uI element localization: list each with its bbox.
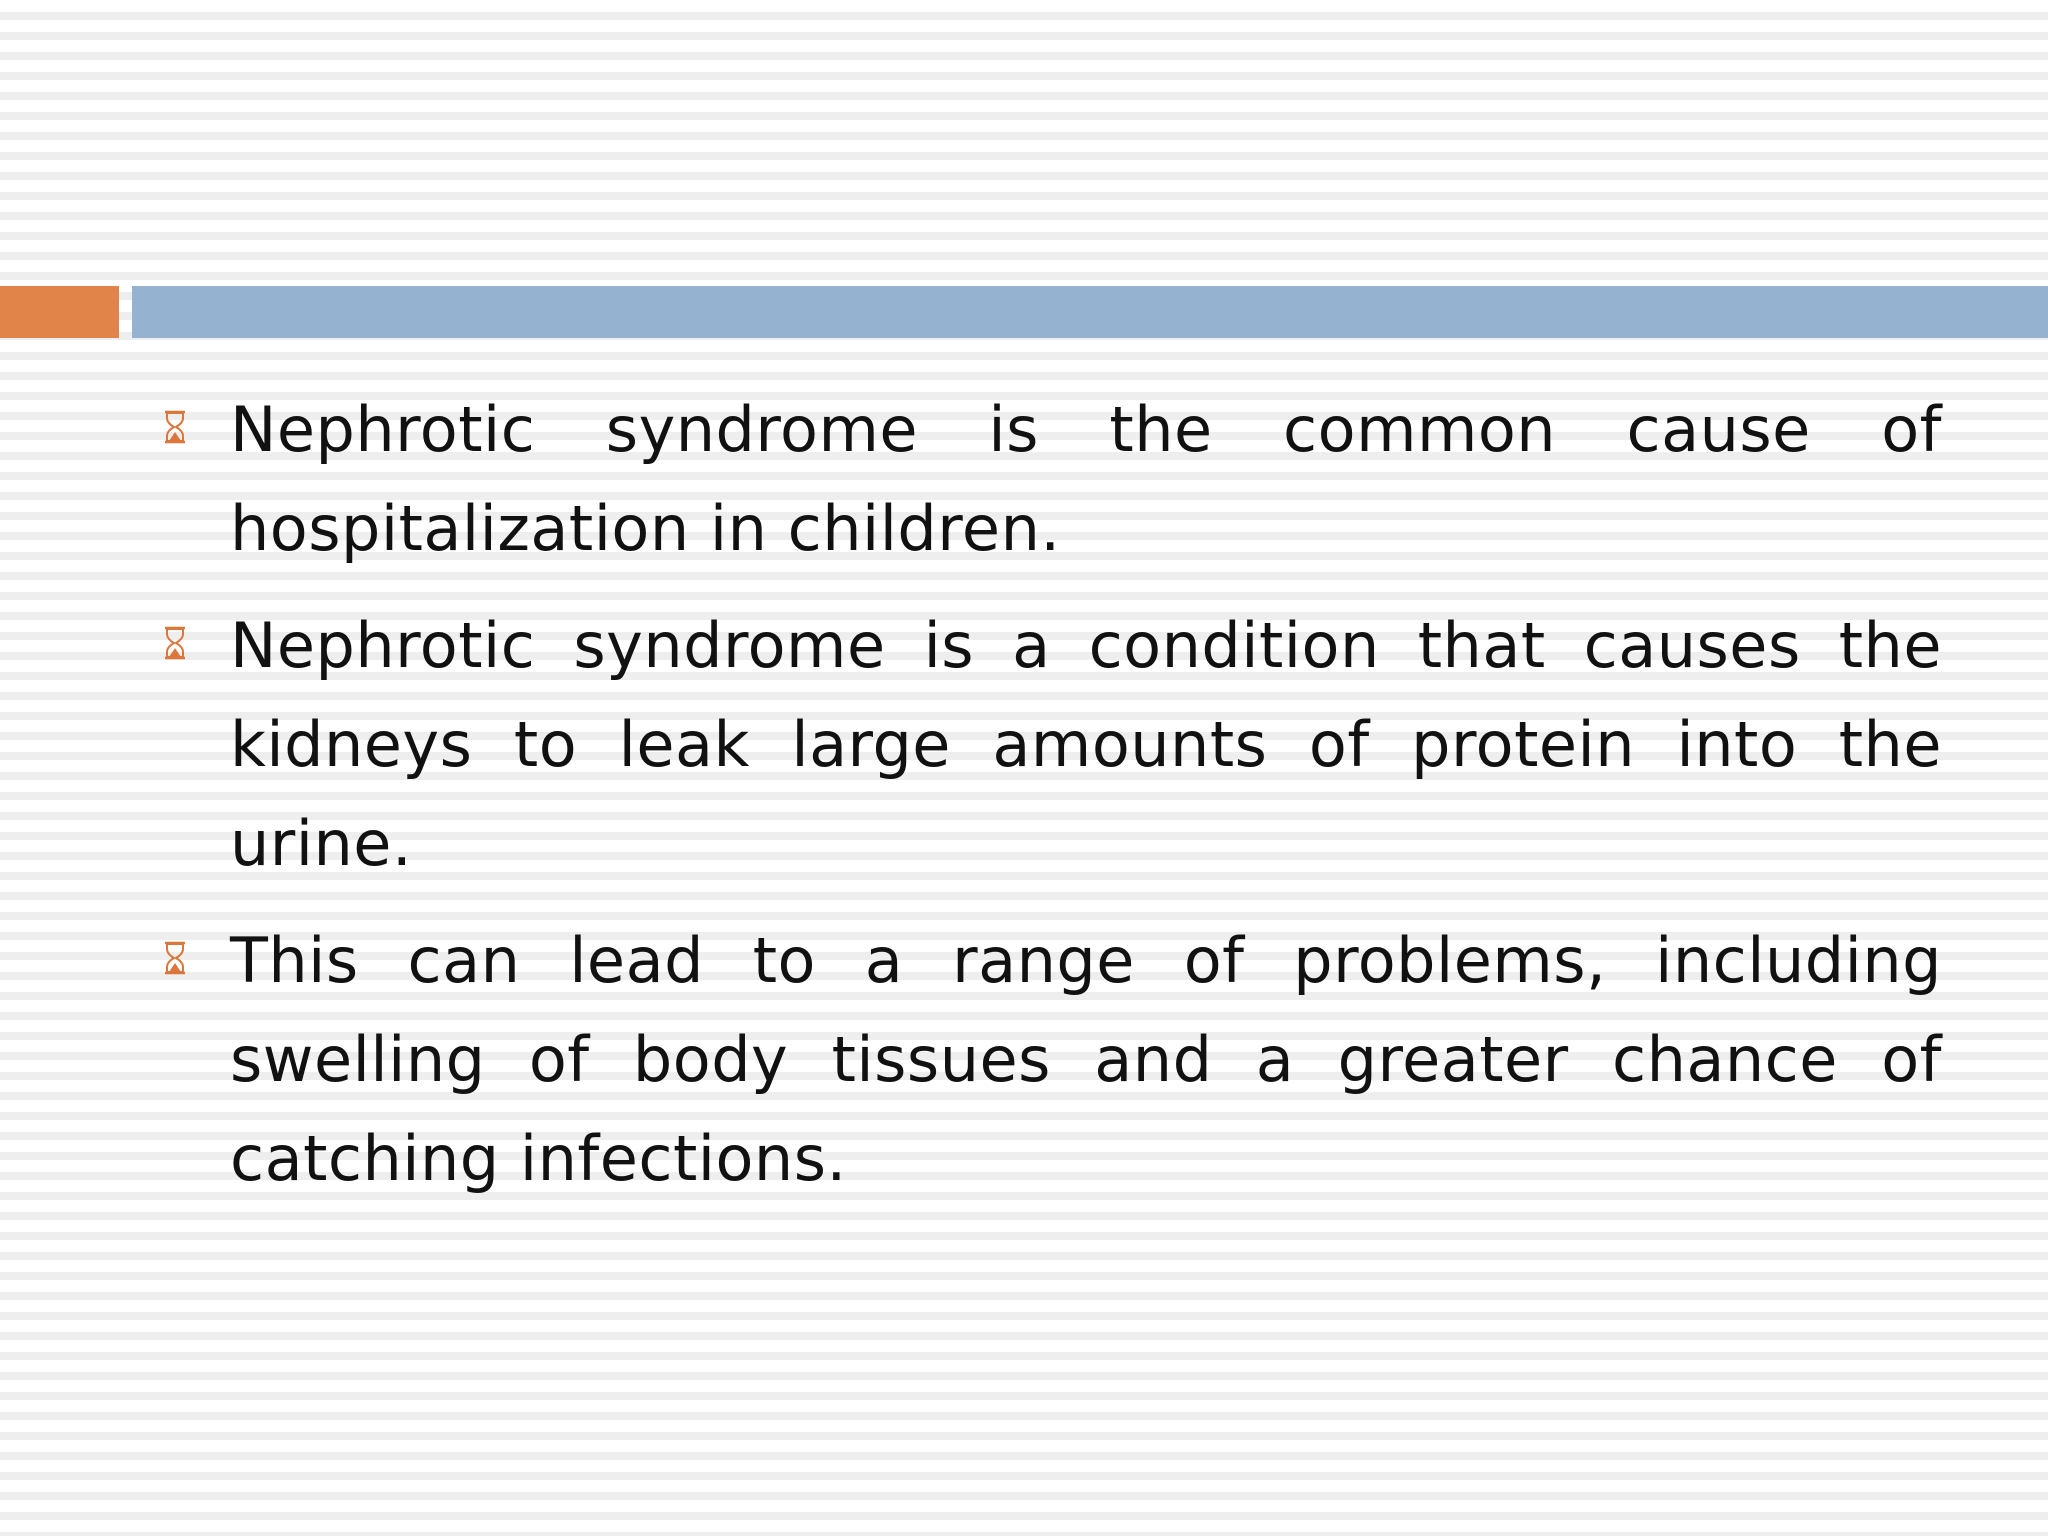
bullet-text: Nephrotic syndrome is the common cause of hospitalization in children.	[230, 393, 1942, 565]
hourglass-icon	[162, 626, 188, 660]
bullet-text: This can lead to a range of problems, including swelling of body tissues and a greater chance of catching infections.	[230, 924, 1942, 1195]
bullet-list	[152, 380, 1942, 1226]
header-accent-blue	[132, 286, 2048, 338]
hourglass-icon	[162, 941, 188, 975]
list-item	[152, 596, 1942, 893]
header-accent-orange	[0, 286, 119, 338]
hourglass-icon	[162, 410, 188, 444]
bullet-text: Nephrotic syndrome is a condition that causes the kidneys to leak large amounts of protein into the urine.	[230, 609, 1942, 880]
list-item	[152, 911, 1942, 1208]
list-item	[152, 380, 1942, 578]
